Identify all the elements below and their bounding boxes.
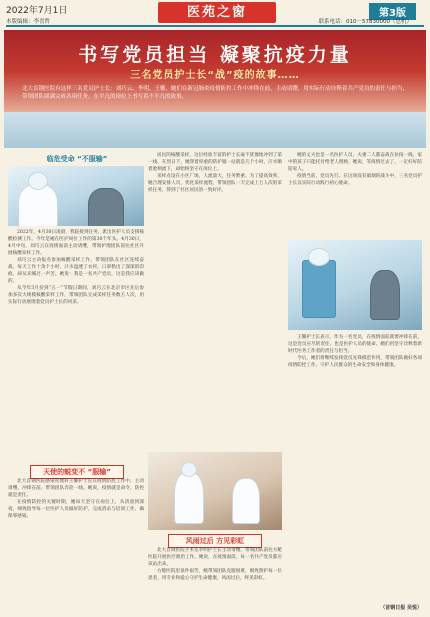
section-heading-2: 天使的蜕变不 “服输”: [30, 465, 124, 479]
byline: （首钢日报 吴悦）: [380, 605, 422, 611]
paragraph: 今后，她们将继续发扬党员先锋模范作用，带领团队做好各项疫情防控工作，守护人民群众的生命安全和身体健康。: [288, 356, 422, 368]
page-editor: 本版编辑：李喜哲: [6, 19, 51, 25]
article-column-3-lower: [288, 334, 422, 592]
paragraph: 北大首钢医院手术室李明护士长主动请缨，带领团队前往方舱医院开展医疗救治工作。她说，在疫情面前，每一名共产党员都应该站出来。: [148, 548, 282, 567]
subheadline: 三名党员护士长“战”疫的故事……: [130, 70, 300, 81]
column-title: 医苑之窗: [158, 2, 276, 23]
nurse-figure: [18, 184, 58, 226]
banner-photo: [4, 112, 426, 148]
paragraph: 刘巧云主动报名参加核酸采样工作，带领团队在社区连续奋战，每天工作十余个小时，汗水湿透了衣衫，口罩勒出了深深的印痕，却从未喊过一声苦。她说：我是一名共产党员，这是我应该做的。: [8, 258, 144, 284]
issue-date: 2022年7月1日: [6, 6, 68, 16]
paragraph: 采样点设在小区广场，人流量大，任务繁重。为了提高效率，她合理安排人员，优化采样流程，带领团队一天完成上万人次的采样任务，得到了社区居民的一致好评。: [148, 174, 282, 193]
article-column-1-lower: [8, 478, 144, 610]
header-divider: [6, 25, 424, 27]
nurse-head: [181, 462, 197, 477]
article-column-3: [288, 152, 422, 236]
article-column-2: [148, 152, 282, 448]
photo-swab-sampling: [288, 240, 422, 330]
sampler-head: [308, 248, 330, 266]
contact-phone: 联系电话：010－57830000（总机）: [318, 19, 412, 25]
paragraph: 疫情当前，党员先行。在这场没有硝烟的战斗中，三名党员护士长以实际行动践行初心使命。: [288, 174, 422, 186]
photo-nurse-hall: [148, 452, 282, 530]
paragraph: 她的丈夫也是一名医护人员，夫妻二人都奋战在抗疫一线，家中的孩子只能托付给老人照顾，她说，等疫情过去了，一定好好陪陪家人。: [288, 153, 422, 172]
article-column-2-lower: [148, 547, 282, 610]
nurse-figure: [174, 472, 204, 524]
paragraph: 居民的核酸采样，这位经验丰富的护士长毫不犹豫地冲到了第一线，在烈日下，她穿着厚重的防护服一站就是几个小时，汗水顺着脸颊流下，却始终坚守在岗位上。: [148, 153, 282, 172]
photo-nurse-swab: [8, 166, 144, 226]
section-heading-3: 风雨过后 方见彩虹: [168, 534, 262, 548]
headline-banner: [4, 30, 426, 148]
headline: 书写党员担当 凝聚抗疫力量: [78, 44, 352, 66]
paragraph: 在疫情防控的关键时期，她每天坚守在岗位上，从清晨到深夜，细致指导每一位医护人员做好防护，完成消杀与培训工作，确保零感染。: [8, 500, 144, 519]
paragraph: 方舱医院里条件艰苦，她带领团队克服困难，细致照护每一位患者，用专业和爱心守护生命健康，风雨过后，终见彩虹。: [148, 569, 282, 581]
paragraph: 北大首钢医院感染管理科王馨护士长在疫情防控工作中，主动请缨，冲锋在前，带领团队奔赴一线。她说，疫情就是命令，防控就是责任。: [8, 479, 144, 498]
article-column-1: [8, 229, 144, 461]
resident-figure: [370, 270, 400, 320]
lead-paragraph: 北大首钢医院有这样三名党员护士长：刘巧云、李明、王馨，她们在新冠肺炎疫情防控工作中冲锋在前，主动请缨，用实际行动诠释着共产党员的责任与担当，带领团队圆满完成各项任务，在平凡的岗位上书写着不平凡的故事。: [22, 86, 408, 100]
paragraph: 从今年3月份到“五一”节假日期间，刘巧云在北京市区先后参加多次大规模核酸采样工作，带领团队完成采样任务数万人次，用实际行动展现着党员护士长的风采。: [8, 286, 144, 305]
nurse-head: [28, 172, 48, 190]
resident-figure: [88, 188, 124, 226]
paragraph: 2022年，4月30日凌晨，我院接到任务，派出医护人员支援核酸检测工作。今年是她在医护岗位工作的第30个年头。4月30日，4月中旬，刘巧云在疫情面前主动请缨，带领护理团队前往社区开展核酸采样工作。: [8, 230, 144, 256]
section-heading-1: 临危受命 “不服输”: [46, 155, 108, 163]
page-number-badge: 第3版: [369, 3, 416, 20]
paragraph: 王馨护士长表示，作为一名党员，在疫情面前就要冲锋在前，这是党员应尽的责任，也是医护人员的使命。她们用坚守诠释着新时代医务工作者的责任与担当。: [288, 335, 422, 354]
sampler-figure: [302, 260, 336, 318]
nurse-figure: [232, 478, 260, 524]
